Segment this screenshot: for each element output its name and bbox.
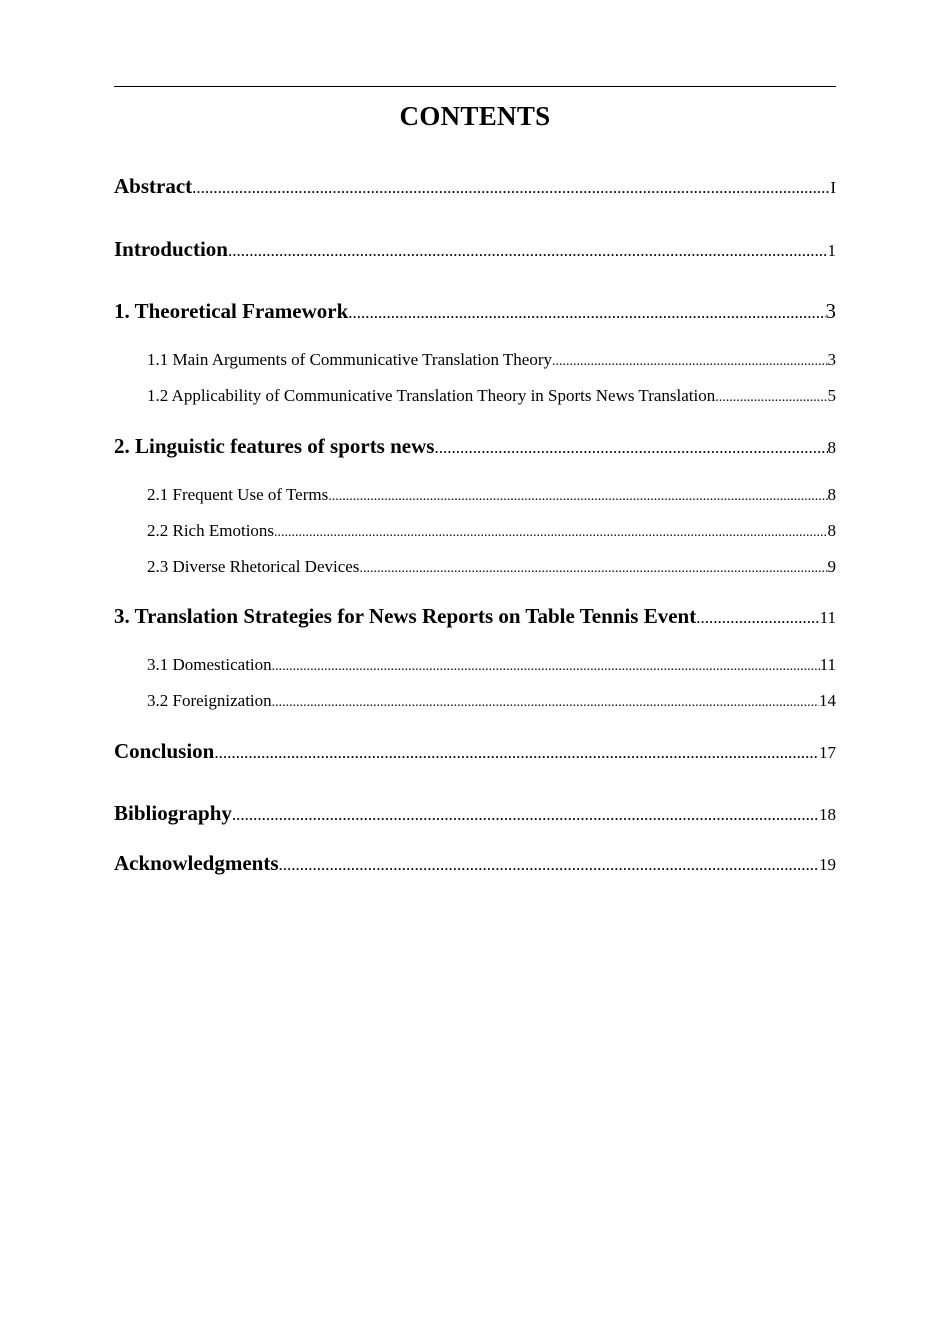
page-title: CONTENTS (399, 101, 551, 131)
document-page (114, 0, 836, 1344)
dot-leader (359, 558, 827, 580)
toc-entry-label: 2.3 Diverse Rhetorical Devices (147, 557, 360, 576)
toc-entry-label: 1.1 Main Arguments of Communicative Translation Theory (147, 350, 552, 369)
dot-leader (272, 692, 819, 714)
toc-entry-abstract[interactable] (114, 173, 836, 201)
toc-entry-translation-strategies[interactable] (114, 603, 836, 631)
toc-entry-page: 3 (827, 350, 836, 369)
dot-leader (434, 435, 827, 461)
dot-leader (552, 351, 828, 373)
toc-entry-2-3[interactable] (147, 556, 836, 580)
toc-entry-2-2[interactable] (147, 520, 836, 544)
dot-leader (279, 852, 819, 878)
dot-leader (696, 605, 819, 631)
toc-entry-page: 8 (827, 485, 836, 504)
toc-entry-introduction[interactable] (114, 236, 836, 264)
toc-entry-page: 1 (827, 241, 836, 260)
toc-entry-page: 5 (827, 386, 836, 405)
dot-leader (192, 175, 830, 201)
toc-entry-page: I (830, 178, 836, 197)
toc-entry-page: 11 (819, 608, 836, 627)
toc-entry-linguistic-features[interactable] (114, 433, 836, 461)
dot-leader (274, 522, 827, 544)
toc-entry-page: 18 (819, 805, 836, 824)
toc-entry-label: 2.2 Rich Emotions (147, 521, 275, 540)
toc-entry-page: 11 (819, 655, 836, 674)
toc-entry-label: Abstract (114, 174, 193, 198)
toc-entry-theoretical-framework[interactable] (114, 298, 836, 326)
toc-entry-acknowledgments[interactable] (114, 850, 836, 878)
toc-entry-label: 3.2 Foreignization (147, 691, 272, 710)
toc-entry-label: 2. Linguistic features of sports news (114, 434, 435, 458)
toc-entry-label: 3. Translation Strategies for News Reports on Table Tennis Event (114, 604, 697, 628)
toc-entry-label: Introduction (114, 237, 228, 261)
toc-entry-label: 1.2 Applicability of Communicative Translation Theory in Sports News Translation (147, 386, 716, 405)
toc-entry-conclusion[interactable] (114, 738, 836, 766)
dot-leader (214, 740, 819, 766)
toc-entry-label: Bibliography (114, 801, 232, 825)
dot-leader (232, 802, 819, 828)
toc-entry-label: Conclusion (114, 739, 215, 763)
toc-entry-2-1[interactable] (147, 484, 836, 508)
toc-entry-page: 19 (819, 855, 836, 874)
dot-leader (715, 387, 827, 409)
toc-entry-3-2[interactable] (147, 690, 836, 714)
toc-entry-page: 14 (819, 691, 836, 710)
toc-entry-3-1[interactable] (147, 654, 836, 678)
dot-leader (328, 486, 827, 508)
toc-entry-bibliography[interactable] (114, 800, 836, 828)
toc-entry-label: Acknowledgments (114, 851, 279, 875)
toc-entry-1-1[interactable] (147, 349, 836, 373)
toc-entry-page: 17 (819, 743, 836, 762)
toc-entry-1-2[interactable] (147, 385, 836, 409)
dot-leader (228, 238, 828, 264)
toc-entry-page: 8 (827, 438, 836, 457)
dot-leader (272, 656, 820, 678)
toc-entry-page: 3 (825, 299, 836, 323)
toc-entry-page: 8 (827, 521, 836, 540)
toc-entry-page: 9 (827, 557, 836, 576)
toc-entry-label: 1. Theoretical Framework (114, 299, 349, 323)
toc-entry-label: 3.1 Domestication (147, 655, 272, 674)
header-rule (114, 86, 836, 87)
dot-leader (348, 300, 825, 326)
toc-entry-label: 2.1 Frequent Use of Terms (147, 485, 329, 504)
